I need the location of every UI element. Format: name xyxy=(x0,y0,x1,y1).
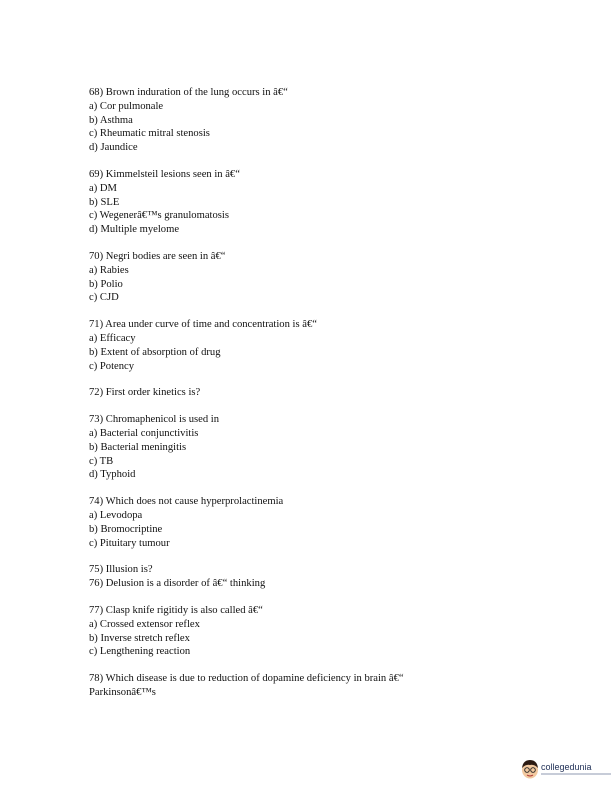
question-block xyxy=(89,413,569,482)
question-block xyxy=(89,563,569,591)
question-block xyxy=(89,250,569,305)
mascot-face-icon xyxy=(520,758,540,780)
option-text: b) Bacterial meningitis xyxy=(89,441,187,453)
option-text: c) Rheumatic mitral stenosis xyxy=(89,128,210,140)
option-text: d) Typhoid xyxy=(89,469,136,481)
question-text: 75) Illusion is? xyxy=(89,564,153,576)
question-block xyxy=(89,318,569,373)
option-text: b) Polio xyxy=(89,278,123,290)
question-block xyxy=(89,672,569,700)
option-text: b) SLE xyxy=(89,196,120,208)
option-text: a) Cor pulmonale xyxy=(89,100,164,112)
option-text: a) DM xyxy=(89,182,117,194)
option-text: b) Asthma xyxy=(89,114,133,126)
question-list xyxy=(89,86,569,713)
question-text: 74) Which does not cause hyperprolactinemia xyxy=(89,496,284,508)
option-text: c) Lengthening reaction xyxy=(89,646,191,658)
question-block xyxy=(89,86,569,155)
option-text: d) Multiple myelome xyxy=(89,224,180,236)
question-text: 70) Negri bodies are seen in â€“ xyxy=(89,250,226,262)
logo-wordmark: collegedunia xyxy=(541,762,592,772)
logo-tagline-bar xyxy=(541,773,611,775)
question-text: 71) Area under curve of time and concentration is â€“ xyxy=(89,319,317,331)
option-text: Parkinsonâ€™s xyxy=(89,686,156,698)
option-text: d) Jaundice xyxy=(89,142,138,154)
option-text: b) Inverse stretch reflex xyxy=(89,632,190,644)
question-block xyxy=(89,168,569,237)
option-text: a) Bacterial conjunctivitis xyxy=(89,427,199,439)
option-text: c) Pituitary tumour xyxy=(89,537,170,549)
question-text: 78) Which disease is due to reduction of dopamine deficiency in brain â€“ xyxy=(89,673,404,685)
question-text: 69) Kimmelsteil lesions seen in â€“ xyxy=(89,168,240,180)
option-text: b) Bromocriptine xyxy=(89,523,163,535)
question-block xyxy=(89,386,569,400)
option-text: c) CJD xyxy=(89,292,119,304)
option-text: c) Wegenerâ€™s granulomatosis xyxy=(89,210,229,222)
question-text: 72) First order kinetics is? xyxy=(89,387,201,399)
question-block xyxy=(89,495,569,550)
option-text: a) Crossed extensor reflex xyxy=(89,618,200,630)
option-text: a) Levodopa xyxy=(89,509,143,521)
option-text: a) Rabies xyxy=(89,264,129,276)
question-text: 68) Brown induration of the lung occurs in â€“ xyxy=(89,87,288,98)
question-text: 77) Clasp knife rigitidy is also called â€“ xyxy=(89,604,263,616)
option-text: b) Extent of absorption of drug xyxy=(89,346,221,358)
option-text: 76) Delusion is a disorder of â€“ thinking xyxy=(89,578,266,590)
question-text: 73) Chromaphenicol is used in xyxy=(89,414,220,426)
question-block xyxy=(89,604,569,659)
option-text: c) TB xyxy=(89,455,114,467)
option-text: a) Efficacy xyxy=(89,332,136,344)
collegedunia-logo xyxy=(520,758,610,784)
option-text: c) Potency xyxy=(89,360,135,372)
